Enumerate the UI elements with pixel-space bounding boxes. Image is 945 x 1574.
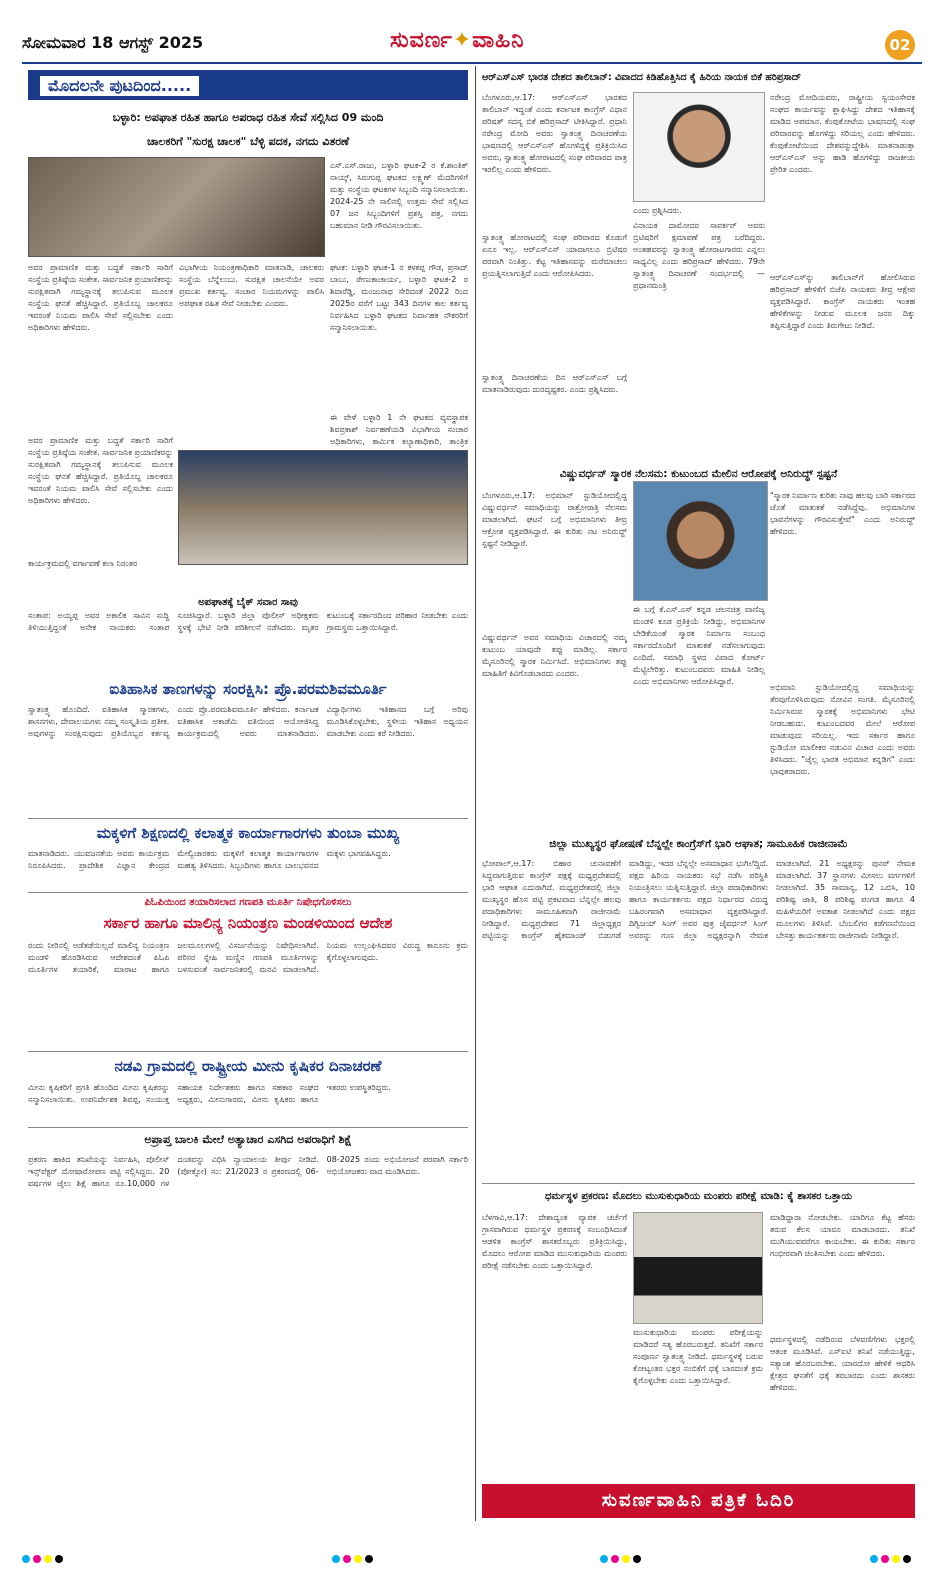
- a2-body: ಸಂತಾಪ: ಅಯ್ಯಪ್ಪ ಅವರ ಅಕಾಲಿಕ ಸಾವಿನ ಸುದ್ದಿ ತಿಳಿಯುತ್ತಿದ್ದಂತೆ ಅನೇಕ ನಾಯಕರು ಸಂತಾಪ ಸೂಚಿಸಿದ್ದಾರೆ. ಬಳ್ಳಾರಿ ಜಿಲ್ಲಾ ಪೊಲೀಸ್ ಅಧೀಕ್ಷಕರು ಸ್ಥಳಕ್ಕೆ ಭೇಟಿ ನೀಡಿ ಪರಿಶೀಲನೆ ನಡೆಸಿದರು. ಮೃತರ ಕುಟುಂಬಕ್ಕೆ ಸರ್ಕಾರದಿಂದ ಪರಿಹಾರ ನೀಡಬೇಕು ಎಂದು ಗ್ರಾಮಸ್ಥರು ಒತ್ತಾಯಿಸಿದ್ದಾರೆ.: [28, 611, 468, 632]
- b1-body-a: ಬೆಂಗಳೂರು,ಆ.17: ಆರ್‌ಎಸ್‌ಎಸ್ ಭಾರತದ ತಾಲಿಬಾನ್ ಇದ್ದಂತೆ ಎಂದು ಕರ್ನಾಟಕ ಕಾಂಗ್ರೆಸ್ ವಿಧಾನ ಪರಿಷತ್ ಸದಸ್ಯ ಬಿಕೆ ಹರಿಪ್ರಸಾದ್ ಟೀಕಿಸಿದ್ದಾರೆ. ಪ್ರಧಾನಿ ನರೇಂದ್ರ ಮೋದಿ ಅವರು ಸ್ವಾತಂತ್ರ್ಯ ದಿನಾಚರಣೆಯ ಭಾಷಣದಲ್ಲಿ ಆರ್‌ಎಸ್‌ಎಸ್ ಹೊಗಳಿದ್ದಕ್ಕೆ ಪ್ರತಿಕ್ರಿಯಿಸಿದ ಅವರು, ಸ್ವಾತಂತ್ರ್ಯ ಹೋರಾಟದಲ್ಲಿ ಸಂಘ ಪರಿವಾರದ ಪಾತ್ರ ಇರಲಿಲ್ಲ ಎಂದು ಹೇಳಿದರು.: [482, 93, 627, 174]
- b2-headline: ವಿಷ್ಣುವರ್ಧನ್ ಸ್ಮಾರಕ ನೆಲಸಮ: ಕುಟುಂಬದ ಮೇಲಿನ ಆರೋಪಕ್ಕೆ ಅನಿರುದ್ಧ್ ಸ್ಪಷ್ಟನೆ: [559, 468, 838, 480]
- b2-body-a: ಬೆಂಗಳೂರು,ಆ.17: ಅಭಿಮಾನ್ ಸ್ಟುಡಿಯೋದಲ್ಲಿದ್ದ ವಿಷ್ಣುವರ್ಧನ್ ಸಮಾಧಿಯನ್ನು ರಾತ್ರೋರಾತ್ರಿ ನೆಲಸಮ ಮಾಡಲಾಗಿದೆ. ಘಟನೆ ಬಗ್ಗೆ ಅಭಿಮಾನಿಗಳು ತೀವ್ರ ಆಕ್ರೋಶ ವ್ಯಕ್ತಪಡಿಸಿದ್ದಾರೆ. ಈ ಕುರಿತು ನಟ ಅನಿರುದ್ಧ್ ಸ್ಪಷ್ಟನೆ ನೀಡಿದ್ದಾರೆ.: [482, 491, 627, 548]
- yellow-dot: [44, 1555, 52, 1563]
- a7-headline: ಅಪ್ರಾಪ್ತ ಬಾಲಕಿ ಮೇಲೆ ಅತ್ಯಾಚಾರ ಎಸಗಿದ ಅಪರಾಧಿಗೆ ಶಿಕ್ಷೆ: [144, 1133, 352, 1146]
- b1-photo-caption: ಎಂದು ಪ್ರಶ್ನಿಸಿದರು.: [633, 206, 682, 215]
- cmyk-marks-mid2: [600, 1548, 644, 1558]
- section-banner-label: ಮೊದಲನೇ ಪುಟದಿಂದ.....: [38, 74, 201, 98]
- b4-body-c: ಮುಸುಕುಧಾರಿಯ ಮಂಪರು ಪರೀಕ್ಷೆಯನ್ನು ಮಾಡಿದರೆ ಸತ್ಯ ಹೊರಬರುತ್ತದೆ. ತನಿಖೆಗೆ ಸರ್ಕಾರ ಸಂಪೂರ್ಣ ಸ್ವಾತಂತ್ರ್ಯ ನೀಡಿದೆ. ಧರ್ಮಸ್ಥಳಕ್ಕೆ ಬರುವ ಕೋಟ್ಯಂತರ ಭಕ್ತರ ನಂಬಿಕೆಗೆ ಧಕ್ಕೆ ಬಾರದಂತೆ ಕ್ರಮ ಕೈಗೊಳ್ಳಬೇಕು ಎಂದು ಒತ್ತಾಯಿಸಿದ್ದಾರೆ.: [633, 1328, 763, 1385]
- cmyk-marks-mid1: [332, 1548, 376, 1558]
- yellow-dot: [354, 1555, 362, 1563]
- a6-headline: ನಡವಿ ಗ್ರಾಮದಲ್ಲಿ ರಾಷ್ಟ್ರೀಯ ಮೀನು ಕೃಷಿಕರ ದಿನಾಚರಣೆ: [114, 1057, 382, 1075]
- a1-headline-1: ಬಳ್ಳಾರಿ: ಅಪಘಾತ ರಹಿತ ಹಾಗೂ ಅಪರಾಧ ರಹಿತ ಸೇವೆ ಸಲ್ಲಿಸಿದ 09 ಮಂದಿ: [112, 111, 384, 124]
- a7-body: ಪ್ರಕರಣ ಹಾಕಿದ ತನಿಖೆಯನ್ನು ನಿರ್ವಹಿಸಿ, ಪೊಲೀಸ್ ಇನ್ಸ್‌ಪೆಕ್ಟರ್ ದೋಷಾರೋಪಣ ಪಟ್ಟಿ ಸಲ್ಲಿಸಿದ್ದರು. 20 ವರ್ಷಗಳ ಜೈಲು ಶಿಕ್ಷೆ ಹಾಗೂ ರೂ.10,000 ಗಳ ದಂಡವನ್ನು ವಿಧಿಸಿ ನ್ಯಾಯಾಲಯ ತೀರ್ಪು ನೀಡಿದೆ. (ಪೋಕ್ಸೋ) ಸಂ: 21/2023 ರ ಪ್ರಕರಣದಲ್ಲಿ 06-08-2025 ರಂದು ಅಭಿಯೋಜನೆ ಪರವಾಗಿ ಸರ್ಕಾರಿ ಅಭಿಯೋಜಕರು ವಾದ ಮಂಡಿಸಿದರು.: [28, 1155, 468, 1188]
- subscribe-banner: ಸುವರ್ಣವಾಹಿನಿ ಪತ್ರಿಕೆ ಓದಿರಿ: [482, 1484, 915, 1518]
- a1-headline-2: ಚಾಲಕರಿಗೆ "ಸುರಕ್ಷ ಚಾಲಕ" ಬೆಳ್ಳಿ ಪದಕ, ನಗದು ವಿತರಣೆ: [146, 135, 350, 148]
- magenta-dot: [611, 1555, 619, 1563]
- a5-body: ರಂದು ನೀರಿನಲ್ಲಿ ಅಡೆತಡೆಯಿಲ್ಲದೆ ಮಾಲಿನ್ಯ ನಿಯಂತ್ರಣ ಮಂಡಳಿ ಹೊರಡಿಸಿರುವ ಆದೇಶದಂತೆ ಪಿಓಪಿ ಮೂರ್ತಿಗಳ ತಯಾರಿಕೆ, ಮಾರಾಟ ಹಾಗೂ ಜಲಮೂಲಗಳಲ್ಲಿ ವಿಸರ್ಜನೆಯನ್ನು ನಿಷೇಧಿಸಲಾಗಿದೆ. ಪರಿಸರ ಸ್ನೇಹಿ ಮಣ್ಣಿನ ಗಣಪತಿ ಮೂರ್ತಿಗಳನ್ನು ಬಳಸುವಂತೆ ಸಾರ್ವಜನಿಕರಲ್ಲಿ ಮನವಿ ಮಾಡಲಾಗಿದೆ. ನಿಯಮ ಉಲ್ಲಂಘಿಸಿದವರ ವಿರುದ್ಧ ಕಾನೂನು ಕ್ರಮ ಕೈಗೊಳ್ಳಲಾಗುವುದು.: [28, 941, 468, 974]
- b4-body-a: ಬೆಳಗಾವಿ,ಆ.17: ದೇಶಾದ್ಯಂತ ವ್ಯಾಪಕ ಚರ್ಚೆಗೆ ಗ್ರಾಸವಾಗಿರುವ ಧರ್ಮಸ್ಥಳ ಪ್ರಕರಣಕ್ಕೆ ಸಂಬಂಧಿಸಿದಂತೆ ಆಡಳಿತ ಕಾಂಗ್ರೆಸ್ ಶಾಸಕರೊಬ್ಬರು ಪ್ರತಿಕ್ರಿಯಿಸಿದ್ದು, ಮೊದಲು ಆರೋಪ ಮಾಡಿದ ಮುಸುಕುಧಾರಿಯ ಮಂಪರು ಪರೀಕ್ಷೆ ನಡೆಸಬೇಕು ಎಂದು ಒತ್ತಾಯಿಸಿದ್ದಾರೆ.: [482, 1213, 627, 1270]
- a5-rule: [28, 1051, 468, 1052]
- b4-headline: ಧರ್ಮಸ್ಥಳ ಪ್ರಕರಣ: ಮೊದಲು ಮುಸುಕುಧಾರಿಯ ಮಂಪರು ಪರೀಕ್ಷೆ ಮಾಡಿ: ಕೈ ಶಾಸಕರ ಒತ್ತಾಯ: [544, 1191, 853, 1202]
- a1-body-a: ಅವರ ಪ್ರಾಮಾಣಿಕ ಮತ್ತು ಬದ್ಧತೆ ಸರ್ಕಾರಿ ಸಾರಿಗೆ ಸಂಸ್ಥೆಯ ಪ್ರತಿಷ್ಠೆಯ ಸಂಕೇತ. ಸಾರ್ವಜನಿಕ ಪ್ರಯಾಣಿಕರನ್ನು ಸುರಕ್ಷಿತವಾಗಿ ಗಮ್ಯಸ್ಥಾನಕ್ಕೆ ತಲುಪಿಸುವ ಮೂಲಕ ಸಂಸ್ಥೆಯ ಘನತೆ ಹೆಚ್ಚಿಸಿದ್ದಾರೆ. ಪ್ರತಿಯೊಬ್ಬ ಚಾಲಕರೂ ಇವರಂತೆ ನಿಯಮ ಪಾಲಿಸಿ ಸೇವೆ ಸಲ್ಲಿಸಬೇಕು ಎಂದು ಅಧಿಕಾರಿಗಳು ಹೇಳಿದರು.: [28, 263, 173, 332]
- a6-rule: [28, 1127, 468, 1128]
- black-dot: [903, 1555, 911, 1563]
- yellow-dot: [892, 1555, 900, 1563]
- cyan-dot: [332, 1555, 340, 1563]
- b1-headline: ಆರ್‌ಎಸ್‌ಎಸ್ ಭಾರತ ದೇಶದ ತಾಲಿಬಾನ್: ವಿವಾದದ ಕಿಡಿಹೊತ್ತಿಸಿದ ಕೈ ಹಿರಿಯ ನಾಯಕ ಬಿಕೆ ಹರಿಪ್ರಸಾದ್: [482, 72, 801, 83]
- magenta-dot: [881, 1555, 889, 1563]
- section-banner: [28, 70, 468, 100]
- a1-body-b: ವಿಭಾಗೀಯ ನಿಯಂತ್ರಣಾಧಿಕಾರಿ ಮಾತನಾಡಿ, ಚಾಲಕರು ಸಂಸ್ಥೆಯ ಬೆನ್ನೆಲುಬು. ಸುರಕ್ಷಿತ ಚಾಲನೆಯೇ ಅವರ ಪ್ರಮುಖ ಕರ್ತವ್ಯ. ಸಂಚಾರ ನಿಯಮಗಳನ್ನು ಪಾಲಿಸಿ ಅಪಘಾತ ರಹಿತ ಸೇವೆ ನೀಡಬೇಕು ಎಂದರು.: [179, 263, 324, 308]
- a4-body: ಮಾತನಾಡಿದರು. ಯುವಜನತೆಯ ಅವರು ಕಾರ್ಯಕ್ರಮ ನಿರೂಪಿಸಿದರು. ಪ್ರಾದೇಶಿಕ ವಿಜ್ಞಾನ ಕೇಂದ್ರದ ಮೇಲ್ವಿಚಾರಕರು ಮಕ್ಕಳಿಗೆ ಕಲಾತ್ಮಕ ಕಾರ್ಯಾಗಾರಗಳ ಮಹತ್ವ ತಿಳಿಸಿದರು. ಸಿಬ್ಬಂದಿಗಳು ಹಾಗೂ ಬಾಲಭವನದ ಮಕ್ಕಳು ಭಾಗವಹಿಸಿದ್ದರು.: [28, 849, 391, 870]
- black-dot: [633, 1555, 641, 1563]
- issue-date: ಸೋಮವಾರ 18 ಆಗಸ್ಟ್ 2025: [22, 33, 204, 52]
- a1-body-d: ಘಟಕ: ಬಳ್ಳಾರಿ ಘಟಕ-1 ರ ಕಳಕಪ್ಪ ಗೌಡ, ಪ್ರಸಾದ್ ಬಾಬು, ರೇಣುಕಾಚಾರ್ಯ, ಬಳ್ಳಾರಿ ಘಟಕ-2 ರ ಶಿವಾರೆಡ್ಡಿ, ಮಂಜುನಾಥ ಸೇರಿದಂತೆ 2022 ರಿಂದ 2025ರ ವರೆಗೆ ಒಟ್ಟು 343 ದಿನಗಳ ಕಾಲ ಕರ್ತವ್ಯ ನಿರ್ವಹಿಸಿದ ಬಳ್ಳಾರಿ ಘಟಕದ ನಿರ್ವಾಹಕ ನೌಕರರಿಗೆ ಸನ್ಮಾನಿಸಲಾಯಿತು.: [330, 263, 468, 332]
- a1-photo-group: [178, 450, 468, 565]
- a1-body-f: ಕಾರ್ಯಕ್ರಮದಲ್ಲಿ ವರ್ಗಾವಣೆ ಕಲಾ ನಿರಂತರ: [28, 559, 138, 568]
- column-divider: [475, 66, 476, 1521]
- b4-photo-masked-man: [633, 1212, 763, 1324]
- masthead-right: ವಾಹಿನಿ: [472, 28, 525, 53]
- b1-body-f: ವಿನಾಯಕ ದಾಮೋದರ ಸಾವರ್ಕರ್ ಅವರು ಬ್ರಿಟಿಷರಿಗೆ ಕ್ಷಮಾಪಣೆ ಪತ್ರ ಬರೆದಿದ್ದರು. ಅಂತಹವರನ್ನು ಸ್ವಾತಂತ್ರ್ಯ ಹೋರಾಟಗಾರರು ಎನ್ನಲು ಸಾಧ್ಯವಿಲ್ಲ ಎಂದು ಹರಿಪ್ರಸಾದ್ ಹೇಳಿದರು. 79ನೇ ಸ್ವಾತಂತ್ರ್ಯ ದಿನಾಚರಣೆ ಸಂದರ್ಭದಲ್ಲಿ — ಪ್ರಧಾನಮಂತ್ರಿ: [633, 221, 765, 290]
- b3-body: ಭೋಪಾಲ್,ಆ.17: ಬಿಹಾರ ಚುನಾವಣೆಗೆ ಸಿದ್ಧವಾಗುತ್ತಿರುವ ಕಾಂಗ್ರೆಸ್ ಪಕ್ಷಕ್ಕೆ ಮಧ್ಯಪ್ರದೇಶದಲ್ಲಿ ಭಾರಿ ಆಘಾತ ಎದುರಾಗಿದೆ. ಮಧ್ಯಪ್ರದೇಶದಲ್ಲಿ ಜಿಲ್ಲಾ ಮುಖ್ಯಸ್ಥರ ಹೊಸ ಪಟ್ಟಿ ಪ್ರಕಟವಾದ ಬೆನ್ನಲ್ಲೇ ಹಲವು ಪದಾಧಿಕಾರಿಗಳು ಸಾಮೂಹಿಕವಾಗಿ ರಾಜೀನಾಮೆ ನೀಡಿದ್ದಾರೆ. ಮಧ್ಯಪ್ರದೇಶದ 71 ಜಿಲ್ಲಾಧ್ಯಕ್ಷರ ಪಟ್ಟಿಯನ್ನು ಕಾಂಗ್ರೆಸ್ ಹೈಕಮಾಂಡ್ ಬಿಡುಗಡೆ ಮಾಡಿದ್ದು, ಇದರ ಬೆನ್ನಲ್ಲೇ ಅಸಮಾಧಾನ ಭುಗಿಲೆದ್ದಿದೆ. ಪಕ್ಷದ ಹಿರಿಯ ನಾಯಕರು ಸಭೆ ನಡೆಸಿ ಪರಿಸ್ಥಿತಿ ನಿಯಂತ್ರಿಸಲು ಯತ್ನಿಸುತ್ತಿದ್ದಾರೆ. ಜಿಲ್ಲಾ ಪದಾಧಿಕಾರಿಗಳು ಹಾಗೂ ಕಾರ್ಯಕರ್ತರು ಪಕ್ಷದ ನಿರ್ಧಾರದ ವಿರುದ್ಧ ಬಹಿರಂಗವಾಗಿ ಅಸಮಾಧಾನ ವ್ಯಕ್ತಪಡಿಸಿದ್ದಾರೆ. ದಿಗ್ವಿಜಯ್ ಸಿಂಗ್ ಅವರ ಪುತ್ರ ಜೈವರ್ಧನ್ ಸಿಂಗ್ ಅವರನ್ನು ಗುಣ ಜಿಲ್ಲಾ ಅಧ್ಯಕ್ಷರನ್ನಾಗಿ ನೇಮಕ ಮಾಡಲಾಗಿದೆ. 21 ಅಧ್ಯಕ್ಷರನ್ನು ಪುನರ್ ನೇಮಕ ಮಾಡಲಾಗಿದೆ. 37 ಸ್ಥಾನಗಳು ಮೀಸಲು ವರ್ಗಗಳಿಗೆ ನೀಡಲಾಗಿದೆ. 35 ಸಾಮಾನ್ಯ, 12 ಒಬಿಸಿ, 10 ಪರಿಶಿಷ್ಟ ಜಾತಿ, 8 ಪರಿಶಿಷ್ಟ ಪಂಗಡ ಹಾಗೂ 4 ಮಹಿಳೆಯರಿಗೆ ಅವಕಾಶ ನೀಡಲಾಗಿದೆ ಎಂದು ಪಕ್ಷದ ಮೂಲಗಳು ತಿಳಿಸಿವೆ. ಬೆಂಬಲಿಗರ ಕಡೆಗಣನೆಯಿಂದ ಬೇಸತ್ತು ಕಾರ್ಯಕರ್ತರು ರಾಜೀನಾಮೆ ನೀಡಿದ್ದಾರೆ.: [482, 859, 915, 940]
- b2-body-c: "ಸ್ಮಾರಕ ನಿರ್ಮಾಣ ಕುರಿತು ನಾವು ಹಲವು ಬಾರಿ ಸರ್ಕಾರದ ಜೊತೆ ಮಾತುಕತೆ ನಡೆಸಿದ್ದೆವು. ಅಭಿಮಾನಿಗಳ ಭಾವನೆಗಳನ್ನು ಗೌರವಿಸುತ್ತೇವೆ" ಎಂದು ಅನಿರುದ್ಧ್ ಹೇಳಿದರು.: [770, 491, 915, 536]
- black-dot: [365, 1555, 373, 1563]
- a1-photo-ceremony: [28, 157, 325, 257]
- cyan-dot: [600, 1555, 608, 1563]
- b2-body-e: ಅಭಿಮಾನಿ ಸ್ಟುಡಿಯೋದಲ್ಲಿದ್ದ ಸಮಾಧಿಯನ್ನು ತೆರವುಗೊಳಿಸಿರುವುದು ನೋವಿನ ಸಂಗತಿ. ಮೈಸೂರಿನಲ್ಲಿ ನಿರ್ಮಿಸಿರುವ ಸ್ಮಾರಕಕ್ಕೆ ಅಭಿಮಾನಿಗಳು ಭೇಟಿ ನೀಡಬಹುದು. ಕುಟುಂಬದವರ ಮೇಲೆ ಆರೋಪ ಮಾಡುವುದು ಸರಿಯಲ್ಲ. ಇದು ಸರ್ಕಾರ ಹಾಗೂ ಸ್ಟುಡಿಯೋ ಮಾಲೀಕರ ನಡುವಿನ ವಿಚಾರ ಎಂದು ಅವರು ತಿಳಿಸಿದರು. "ಜೈಲ್ಲ ಭಾರತ ಅಭಿಮಾನ ಕನ್ನಡಿಗ" ಎಂದು ಭಾವುಕರಾದರು.: [770, 683, 915, 776]
- b4-body-b: ಧರ್ಮಸ್ಥಳದಲ್ಲಿ ನಡೆದಿರುವ ಬೆಳವಣಿಗೆಗಳು ಭಕ್ತರಲ್ಲಿ ಆತಂಕ ಮೂಡಿಸಿವೆ. ಎಸ್‌ಐಟಿ ತನಿಖೆ ನಡೆಯುತ್ತಿದ್ದು, ಸತ್ಯಾಂಶ ಹೊರಬರಬೇಕು. ಯಾರದೋ ಹೇಳಿಕೆ ಆಧರಿಸಿ ಕ್ಷೇತ್ರದ ಘನತೆಗೆ ಧಕ್ಕೆ ತರಬಾರದು ಎಂದು ಶಾಸಕರು ಹೇಳಿದರು.: [770, 1335, 915, 1392]
- cyan-dot: [22, 1555, 30, 1563]
- a4-headline: ಮಕ್ಕಳಿಗೆ ಶಿಕ್ಷಣದಲ್ಲಿ ಕಲಾತ್ಮಕ ಕಾರ್ಯಾಗಾರಗಳು ತುಂಬಾ ಮುಖ್ಯ: [96, 824, 400, 842]
- header-rule: [22, 62, 922, 64]
- masthead: [390, 28, 524, 53]
- a5-kicker: ಪಿಓಪಿಯಿಂದ ತಯಾರಿಸಲಾದ ಗಣಪತಿ ಮೂರ್ತಿ ನಿಷೇಧಗೊಳಿಸಲು: [144, 897, 352, 908]
- a5-headline: ಸರ್ಕಾರ ಹಾಗೂ ಮಾಲಿನ್ಯ ನಿಯಂತ್ರಣ ಮಂಡಳಿಯಿಂದ ಆದೇಶ: [103, 914, 393, 932]
- page-number: 02: [885, 30, 915, 60]
- a4-rule: [28, 892, 468, 893]
- b1-body-d: ನರೇಂದ್ರ ಮೋದಿಯವರು, ರಾಷ್ಟ್ರೀಯ ಸ್ವಯಂಸೇವಕ ಸಂಘದ ಕಾರ್ಯವನ್ನು ಶ್ಲಾಘಿಸಿದ್ದು ದೇಶದ ಇತಿಹಾಸಕ್ಕೆ ಮಾಡಿದ ಅಪಮಾನ. ಕೆಂಪುಕೋಟೆಯ ಭಾಷಣದಲ್ಲಿ ಸಂಘ ಪರಿವಾರವನ್ನು ಹೊಗಳಿದ್ದು ಸರಿಯಲ್ಲ ಎಂದು ಹೇಳಿದರು. ಕೆಂಪುಕೋಟೆಯಿಂದ ದೇಶವನ್ನುದ್ದೇಶಿಸಿ ಮಾತನಾಡುತ್ತಾ ಆರ್‌ಎಸ್‌ಎಸ್ ಅನ್ನು ಹಾಡಿ ಹೊಗಳಿದ್ದು ರಾಜಕೀಯ ಪ್ರೇರಿತ ಎಂದರು.: [770, 93, 915, 174]
- masthead-left: ಸುವರ್ಣ: [390, 28, 453, 53]
- yellow-dot: [622, 1555, 630, 1563]
- b4-body-d: ಮಾಡಿದ್ದಾರಾ ನೋಡಬೇಕು. ಯಾರಿಗೂ ಕೆಟ್ಟ ಹೆಸರು ತರುವ ಕೆಲಸ ಯಾರೂ ಮಾಡಬಾರದು. ತನಿಖೆ ಮುಗಿಯುವವರೆಗೂ ಕಾಯಬೇಕು. ಈ ಕುರಿತು ಸರ್ಕಾರ ಗಂಭೀರವಾಗಿ ಚಿಂತಿಸಬೇಕು ಎಂದು ಹೇಳಿದರು.: [770, 1213, 915, 1258]
- b1-body-c: ಸ್ವಾತಂತ್ರ್ಯ ದಿನಾಚರಣೆಯ ದಿನ ಆರ್‌ಎಸ್‌ಎಸ್ ಬಗ್ಗೆ ಮಾತನಾಡಿರುವುದು ದುರದೃಷ್ಟಕರ. ಎಂದು ಪ್ರಶ್ನಿಸಿದರು.: [482, 373, 627, 394]
- b2-body-d: ಈ ಬಗ್ಗೆ ಕೆ.ಎಸ್.ಎಸ್ ಕನ್ನಡ ಚಲನಚಿತ್ರ ವಾಣಿಜ್ಯ ಮಂಡಳಿ ಕೂಡ ಪ್ರತಿಕ್ರಿಯೆ ನೀಡಿದ್ದು, ಅಭಿಮಾನಿಗಳ ಬೇಡಿಕೆಯಂತೆ ಸ್ಮಾರಕ ನಿರ್ಮಾಣ ಸಂಬಂಧ ಸರ್ಕಾರದೊಂದಿಗೆ ಮಾತುಕತೆ ನಡೆಸಲಾಗುವುದು ಎಂದಿದೆ. ಸಮಾಧಿ ಸ್ಥಳದ ವಿವಾದ ಕೋರ್ಟ್ ಮೆಟ್ಟಿಲೇರಿತ್ತು. ಕುಟುಂಬದವರು ಮಾಹಿತಿ ನೀಡಿಲ್ಲ ಎಂದು ಅಭಿಮಾನಿಗಳು ಆರೋಪಿಸಿದ್ದಾರೆ.: [633, 605, 765, 686]
- a3-body: ಸ್ವಾತಂತ್ರ್ಯ ಹೊಂದಿದೆ. ಐತಿಹಾಸಿಕ ಸ್ಮಾರಕಗಳು, ಶಾಸನಗಳು, ದೇವಾಲಯಗಳು ನಮ್ಮ ಸಂಸ್ಕೃತಿಯ ಪ್ರತೀಕ. ಅವುಗಳನ್ನು ಸಂರಕ್ಷಿಸುವುದು ಪ್ರತಿಯೊಬ್ಬರ ಕರ್ತವ್ಯ ಎಂದು ಪ್ರೊ.ಪರಮಶಿವಮೂರ್ತಿ ಹೇಳಿದರು. ಕರ್ನಾಟಕ ಐತಿಹಾಸಿಕ ಅಕಾಡೆಮಿ ವತಿಯಿಂದ ಆಯೋಜಿಸಿದ್ದ ಕಾರ್ಯಕ್ರಮದಲ್ಲಿ ಅವರು ಮಾತನಾಡಿದರು. ವಿದ್ಯಾರ್ಥಿಗಳು ಇತಿಹಾಸದ ಬಗ್ಗೆ ಅರಿವು ಮೂಡಿಸಿಕೊಳ್ಳಬೇಕು, ಸ್ಥಳೀಯ ಇತಿಹಾಸ ಅಧ್ಯಯನ ಮಾಡಬೇಕು ಎಂದು ಕರೆ ನೀಡಿದರು.: [28, 705, 468, 738]
- b2-photo-anirudh: [633, 481, 768, 601]
- b1-photo-hariprasad: [633, 92, 765, 202]
- a1-body-e: ಈ ವೇಳೆ ಬಳ್ಳಾರಿ 1 ನೇ ಘಟಕದ ವ್ಯವಸ್ಥಾಪಕ ಶಿವಪ್ರಕಾಶ್ ನಿರ್ವಹಣೆಯಡಿ ವಿಭಾಗೀಯ ಸಂಚಾರ ಅಧಿಕಾರಿಗಳು, ಕಾರ್ಮಿಕ ಕಲ್ಯಾಣಾಧಿಕಾರಿ, ತಾಂತ್ರಿಕ: [330, 413, 468, 446]
- cmyk-marks-right: [870, 1548, 914, 1558]
- a3-rule: [28, 818, 468, 819]
- cyan-dot: [870, 1555, 878, 1563]
- black-dot: [55, 1555, 63, 1563]
- b3-headline: ಜಿಲ್ಲಾ ಮುಖ್ಯಸ್ಥರ ಘೋಷಣೆ ಬೆನ್ನಲ್ಲೇ ಕಾಂಗ್ರೆಸ್‌ಗೆ ಭಾರಿ ಆಘಾತ; ಸಾಮೂಹಿಕ ರಾಜೀನಾಮೆ: [549, 838, 848, 850]
- a1-body-c: ಎಸ್.ಎಸ್.ರಾಜು, ಬಳ್ಳಾರಿ ಘಟಕ-2 ರ ಕೆ.ಶಾಂತಿಕ್ ನಾಯ್ಕ್, ಸಿರುಗುಪ್ಪ ಘಟಕದ ಲಕ್ಷ್ಮಣ್ ಮೆದರಿಗಳಿಗೆ ಮತ್ತು ಸಂಸ್ಥೆಯ ಘಟಕಗಳ ಸಿಬ್ಬಂದಿ ಸನ್ಮಾನಿಸಲಾಯಿತು. 2024-25 ನೇ ಸಾಲಿನಲ್ಲಿ ಉತ್ತಮ ಸೇವೆ ಸಲ್ಲಿಸಿದ 07 ಜನ ಸಿಬ್ಬಂದಿಗಳಿಗೆ ಪ್ರಶಸ್ತಿ ಪತ್ರ, ನಗದು ಬಹುಮಾನ ನೀಡಿ ಗೌರವಿಸಲಾಯಿತು.: [330, 161, 468, 230]
- cmyk-marks-left: [22, 1548, 66, 1558]
- b1-body-e: ಆರ್‌ಎಸ್‌ಎಸ್‌ನ್ನು ತಾಲಿಬಾನ್‌ಗೆ ಹೋಲಿಸಿರುವ ಹರಿಪ್ರಸಾದ್ ಹೇಳಿಕೆಗೆ ಬಿಜೆಪಿ ನಾಯಕರು ತೀವ್ರ ಆಕ್ಷೇಪ ವ್ಯಕ್ತಪಡಿಸಿದ್ದಾರೆ. ಕಾಂಗ್ರೆಸ್ ನಾಯಕರು ಇಂತಹ ಹೇಳಿಕೆಗಳನ್ನು ನೀಡುವ ಮೂಲಕ ಜನರ ದಿಕ್ಕು ತಪ್ಪಿಸುತ್ತಿದ್ದಾರೆ ಎಂದು ತಿರುಗೇಟು ನೀಡಿದೆ.: [770, 273, 915, 330]
- magenta-dot: [343, 1555, 351, 1563]
- a1-body-a-cont: ಅವರ ಪ್ರಾಮಾಣಿಕ ಮತ್ತು ಬದ್ಧತೆ ಸರ್ಕಾರಿ ಸಾರಿಗೆ ಸಂಸ್ಥೆಯ ಪ್ರತಿಷ್ಠೆಯ ಸಂಕೇತ. ಸಾರ್ವಜನಿಕ ಪ್ರಯಾಣಿಕರನ್ನು ಸುರಕ್ಷಿತವಾಗಿ ಗಮ್ಯಸ್ಥಾನಕ್ಕೆ ತಲುಪಿಸುವ ಮೂಲಕ ಸಂಸ್ಥೆಯ ಘನತೆ ಹೆಚ್ಚಿಸಿದ್ದಾರೆ. ಪ್ರತಿಯೊಬ್ಬ ಚಾಲಕರೂ ಇವರಂತೆ ನಿಯಮ ಪಾಲಿಸಿ ಸೇವೆ ಸಲ್ಲಿಸಬೇಕು ಎಂದು ಅಧಿಕಾರಿಗಳು ಹೇಳಿದರು.: [28, 436, 173, 505]
- b1-body-b: ಸ್ವಾತಂತ್ರ್ಯ ಹೋರಾಟದಲ್ಲಿ ಸಂಘ ಪರಿವಾರದ ಕೊಡುಗೆ ಏನೂ ಇಲ್ಲ. ಆರ್‌ಎಸ್‌ಎಸ್ ಯಾವಾಗಲೂ ಬ್ರಿಟಿಷರ ಪರವಾಗಿ ನಿಂತಿತ್ತು. ಕೆಟ್ಟ ಇತಿಹಾಸವನ್ನು ಮರೆಮಾಚಲು ಪ್ರಯತ್ನಿಸಲಾಗುತ್ತಿದೆ ಎಂದು ಆರೋಪಿಸಿದರು.: [482, 233, 627, 278]
- masthead-flame-icon: ✦: [452, 28, 473, 53]
- a3-headline: ಐತಿಹಾಸಿಕ ತಾಣಗಳನ್ನು ಸಂರಕ್ಷಿಸಿ: ಪ್ರೊ.ಪರಮಶಿವಮೂರ್ತಿ: [109, 680, 387, 698]
- magenta-dot: [33, 1555, 41, 1563]
- b2-body-b: ವಿಷ್ಣುವರ್ಧನ್ ಅವರ ಸಮಾಧಿಯ ವಿಚಾರದಲ್ಲಿ ನಮ್ಮ ಕುಟುಂಬ ಯಾವುದೇ ತಪ್ಪು ಮಾಡಿಲ್ಲ. ಸರ್ಕಾರ ಮೈಸೂರಿನಲ್ಲಿ ಸ್ಮಾರಕ ನಿರ್ಮಿಸಿದೆ. ಅಭಿಮಾನಿಗಳು ತಪ್ಪು ಮಾಹಿತಿಗೆ ಕಿವಿಗೊಡಬಾರದು ಎಂದರು.: [482, 633, 627, 678]
- b3-rule: [482, 1183, 915, 1184]
- a2-headline: ಅಪಘಾತಕ್ಕೆ ಬೈಕ್ ಸವಾರ ಸಾವು: [198, 597, 298, 608]
- a6-body: ಮೀನು ಕೃಷಿಕರಿಗೆ ಪ್ರಗತಿ ಹೊಂದಿದ ಮೀನು ಕೃಷಿಕರನ್ನು ಸನ್ಮಾನಿಸಲಾಯಿತು. ಉಪನಿರ್ದೇಶಕ ಶಿವಪ್ಪ, ಸಂಯುಕ್ತ ಸಹಾಯಕ ನಿರ್ದೇಶಕರು ಹಾಗೂ ಸಹಕಾರ ಸಂಘದ ಅಧ್ಯಕ್ಷರು, ಮೀನುಗಾರರು, ಮೀನು ಕೃಷಿಕರು ಹಾಗೂ ಇತರರು ಉಪಸ್ಥಿತರಿದ್ದರು.: [28, 1083, 391, 1104]
